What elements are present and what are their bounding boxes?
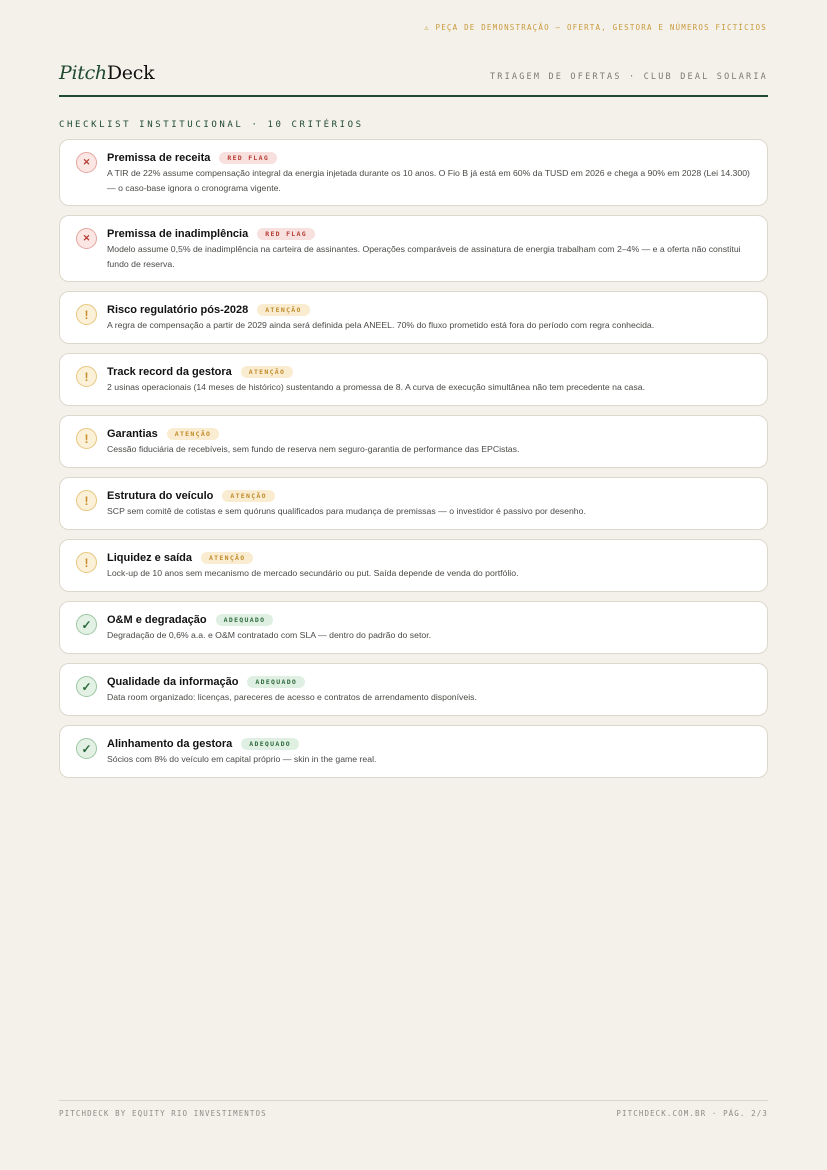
criterion-title: Premissa de inadimplência (107, 228, 249, 240)
criterion-title: Qualidade da informação (107, 676, 239, 688)
check-icon: ✓ (76, 676, 97, 697)
status-badge: RED FLAG (219, 152, 277, 164)
footer-left: PITCHDECK BY EQUITY RIO INVESTIMENTOS (59, 1109, 267, 1118)
status-badge: ATENÇÃO (241, 366, 294, 378)
status-badge: ATENÇÃO (201, 552, 254, 564)
criterion-title: Track record da gestora (107, 366, 232, 378)
status-badge: RED FLAG (257, 228, 315, 240)
criterion-description: SCP sem comitê de cotistas e sem quóruns qualificados para mudança de premissas — o investidor é passivo por desenho. (107, 506, 586, 516)
criteria-list (59, 139, 768, 787)
section-title: CHECKLIST INSTITUCIONAL · 10 CRITÉRIOS (59, 120, 364, 130)
warning-exclamation-icon: ! (76, 552, 97, 573)
criterion-description: Data room organizado: licenças, pareceres de acesso e contratos de arrendamento disponíveis. (107, 692, 477, 702)
criterion-card (59, 215, 768, 282)
warning-exclamation-icon: ! (76, 490, 97, 511)
warning-exclamation-icon: ! (76, 428, 97, 449)
criterion-card (59, 415, 768, 468)
criterion-description: Lock-up de 10 anos sem mecanismo de mercado secundário ou put. Saída depende de venda do portfólio. (107, 568, 519, 578)
logo: PitchDeck (59, 62, 155, 84)
criterion-description: Cessão fiduciária de recebíveis, sem fundo de reserva nem seguro-garantia de performance das EPCistas. (107, 444, 520, 454)
status-badge: ADEQUADO (241, 738, 299, 750)
demo-disclaimer-banner: ⚠ PEÇA DE DEMONSTRAÇÃO — OFERTA, GESTORA E NÚMEROS FICTÍCIOS (424, 23, 767, 32)
criterion-card (59, 477, 768, 530)
criterion-card (59, 663, 768, 716)
page-footer (59, 1100, 768, 1118)
criterion-title: O&M e degradação (107, 614, 207, 626)
criterion-title: Liquidez e saída (107, 552, 192, 564)
check-icon: ✓ (76, 614, 97, 635)
page-header (59, 62, 768, 97)
red-flag-x-icon: ✕ (76, 228, 97, 249)
criterion-card (59, 601, 768, 654)
criterion-title: Risco regulatório pós-2028 (107, 304, 249, 316)
status-badge: ATENÇÃO (167, 428, 220, 440)
criterion-description: Modelo assume 0,5% de inadimplência na carteira de assinantes. Operações comparáveis de assinatura de energia trabalham com 2–4% — e a oferta não constitui fundo de reserva. (107, 244, 741, 269)
criterion-card (59, 725, 768, 778)
criterion-title: Alinhamento da gestora (107, 738, 233, 750)
criterion-title: Premissa de receita (107, 152, 211, 164)
red-flag-x-icon: ✕ (76, 152, 97, 173)
criterion-description: Degradação de 0,6% a.a. e O&M contratado com SLA — dentro do padrão do setor. (107, 630, 432, 640)
criterion-description: A regra de compensação a partir de 2029 ainda será definida pela ANEEL. 70% do fluxo prometido está fora do período com regra conhecida. (107, 320, 655, 330)
criterion-title: Estrutura do veículo (107, 490, 214, 502)
criterion-card (59, 353, 768, 406)
check-icon: ✓ (76, 738, 97, 759)
criterion-card (59, 291, 768, 344)
criterion-description: 2 usinas operacionais (14 meses de histórico) sustentando a promessa de 8. A curva de execução simultânea não tem precedente na casa. (107, 382, 645, 392)
criterion-description: A TIR de 22% assume compensação integral da energia injetada durante os 10 anos. O Fio B já está em 60% da TUSD em 2026 e chega a 90% em 2028 (Lei 14.300) — o caso-base ignora o cronograma vigente. (107, 168, 750, 193)
status-badge: ATENÇÃO (257, 304, 310, 316)
warning-exclamation-icon: ! (76, 304, 97, 325)
criterion-card (59, 539, 768, 592)
criterion-description: Sócios com 8% do veículo em capital próprio — skin in the game real. (107, 754, 377, 764)
footer-right: PITCHDECK.COM.BR · PÁG. 2/3 (616, 1109, 768, 1118)
criterion-card (59, 139, 768, 206)
criterion-title: Garantias (107, 428, 158, 440)
status-badge: ADEQUADO (247, 676, 305, 688)
warning-exclamation-icon: ! (76, 366, 97, 387)
header-subtitle: TRIAGEM DE OFERTAS · CLUB DEAL SOLARIA (489, 72, 768, 82)
status-badge: ATENÇÃO (222, 490, 275, 502)
status-badge: ADEQUADO (216, 614, 274, 626)
